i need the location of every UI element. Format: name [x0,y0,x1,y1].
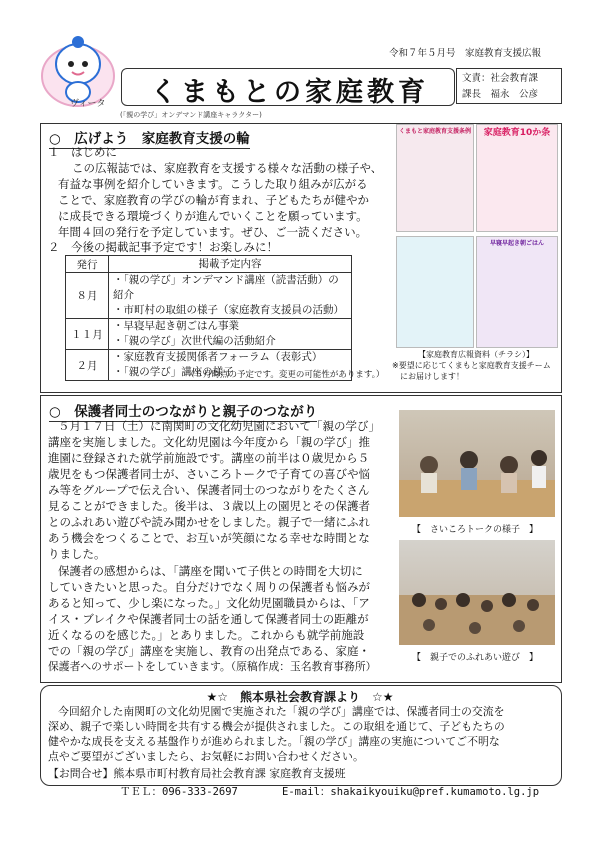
photo-parent-child-play [399,540,555,645]
photo-caption: 【 さいころトークの様子 】 [412,525,539,535]
flyer-title: くまもと家庭教育支援条例 [399,128,472,135]
publication-date-line: 令和７年５月号 家庭教育支援広報 [389,48,542,59]
flyer-image [476,236,558,348]
section2-para-line: ５月１７日（土）に南関町の文化幼児園において「親の学び」 [58,419,380,433]
section2-para-line: み等をグループで伝え合い、保護者同士のつながりをたくさん [48,483,370,497]
section2-para-line: あると知って、少し楽になった。」文化幼児園職員からは、「ア [48,596,370,610]
schedule-content [109,319,352,350]
flyer-image [396,236,474,348]
flyer-note: にお届けします！ [400,372,464,381]
section1-para-line: ことで、家庭教育の学びの輪が育まれ、子どもたちが健やか [58,193,369,207]
section2-title: ○ 保護者同士のつながりと親子のつながり [49,400,317,422]
schedule-item: ・「親の学び」講座の様子 [113,366,234,378]
table-row [66,319,352,350]
mascot-caption: (「親の学び」オンデマンド講座キャラクター) [120,111,262,119]
schedule-head-month: 発行 [66,256,109,273]
mascot-name: ヴィータ [70,99,106,109]
schedule-month: １１月 [66,319,109,350]
section3-para-line: 今回紹介した南関町の文化幼児園で実施された「親の学び」講座では、保護者同士の交流を [58,705,505,718]
section3-para-line: 健やかな成長を支える基盤作りが進められました。「親の学び」講座の実施についてご不明な [48,735,500,748]
editor-line-2: 課長 福永 公彦 [462,89,539,100]
section1-subheading-schedule: ２ 今後の掲載記事予定です！お楽しみに！ [48,240,278,254]
schedule-note: （５月時点の予定です。変更の可能性があります。） [186,370,385,380]
section2-para-line: 近くなるのを感じた。」とありました。これからも就学前施設 [48,628,365,642]
contact-label: 【お問合せ】熊本県市町村教育局社会教育課 家庭教育支援班 [48,767,346,780]
photo-dice-talk [399,410,555,517]
editor-line-1: 文責：社会教育課 [462,73,539,84]
section1-subheading-intro: １ はじめに [48,145,117,159]
section2-para-line: りました。 [48,547,106,561]
schedule-item: ・早寝早起き朝ごはん事業 [113,320,239,332]
contact-email: E-mail：shakaikyouiku@pref.kumamoto.lg.jp [282,786,540,798]
section2-para-line: していきたいと思った。自分だけでなく周りの保護者も悩みが [48,580,370,594]
section1-para-line: この広報誌では、家庭教育を支援する様々な活動の様子や、 [72,161,383,175]
section2-para-line: とのふれあい遊びや読み聞かせをしました。親子で一緒にふれ [48,515,370,529]
section2-para-line: 歳児をもつ保護者同士が、さいころトークで子育ての喜びや悩 [48,467,370,481]
flyer-title: 早寝早起き朝ごはん [489,240,544,247]
contact-tel: ＴＥＬ：096-333-2697 [120,786,238,798]
table-row [66,273,352,319]
schedule-month: ２月 [66,350,109,381]
section2-para-line: あう機会をつくることで、お互いが笑顔になる幸せな時間とな [48,531,370,545]
section2-para-line: 講座を実施しました。文化幼児園は今年度から「親の学び」推 [48,435,370,449]
section1-title: ○ 広げよう 家庭教育支援の輪 [49,127,250,149]
schedule-month: ８月 [66,273,109,319]
section3-title: ★☆ 熊本県社会教育課より ☆★ [206,690,394,704]
section2-para-line: 保護者へのサポートをしていきます。（原稿作成：玉名教育事務所） [48,660,377,673]
schedule-table [65,255,352,381]
flyer-caption: 【家庭教育広報資料（チラシ）】 [418,350,534,359]
flyer-title: 家庭教育10か条 [483,128,551,138]
flyer-image [396,124,474,232]
page-title: くまもとの家庭教育 [150,77,429,108]
section1-para-line: 年間４回の発行を予定しています。ぜひ、ご一読ください。 [58,225,368,239]
schedule-item: ・家庭教育支援関係者フォーラム（表彰式） [113,351,323,363]
schedule-item: ・「親の学び」次世代編の活動紹介 [113,335,276,347]
schedule-header-row [66,256,352,273]
photo-caption: 【 親子でのふれあい遊び 】 [412,653,539,663]
section2-para-line: での「親の学び」講座を実施し、教育の出発点である、家庭・ [48,644,370,658]
section2-para-line: イス・ブレイクや保護者同士の話を通して保護者同士の距離が [48,612,369,626]
flyer-image [476,124,558,232]
section1-para-line: に成長できる環境づくりが進んでいくことを願っています。 [58,209,368,223]
flyer-note: ※要望に応じてくまもと家庭教育支援チーム [392,361,551,370]
section3-para-line: 深め、親子で楽しい時間を共有する機会が提供されました。この取組を通じて、子どもたちの [48,720,505,733]
schedule-content [109,273,352,319]
section2-para-line: 見ることができました。後半は、３歳以上の園児とその保護者 [48,499,370,513]
section2-para-line: 保護者の感想からは、「講座を聞いて子供との時間を大切に [58,564,363,578]
schedule-item: ・市町村の取組の様子（家庭教育支援員の活動） [113,304,344,316]
section1-para-line: 有益な事例を紹介していきます。こうした取り組みが広がる [58,177,368,191]
section2-para-line: 進園に登録された就学前施設です。講座の前半は０歳児から５ [48,451,370,465]
schedule-head-content: 掲載予定内容 [109,256,352,273]
schedule-item: ・「親の学び」オンデマンド講座（読書活動）の紹介 [113,274,339,301]
section3-para-line: 点やご要望がございましたら、お気軽にお問い合わせください。 [48,750,364,763]
